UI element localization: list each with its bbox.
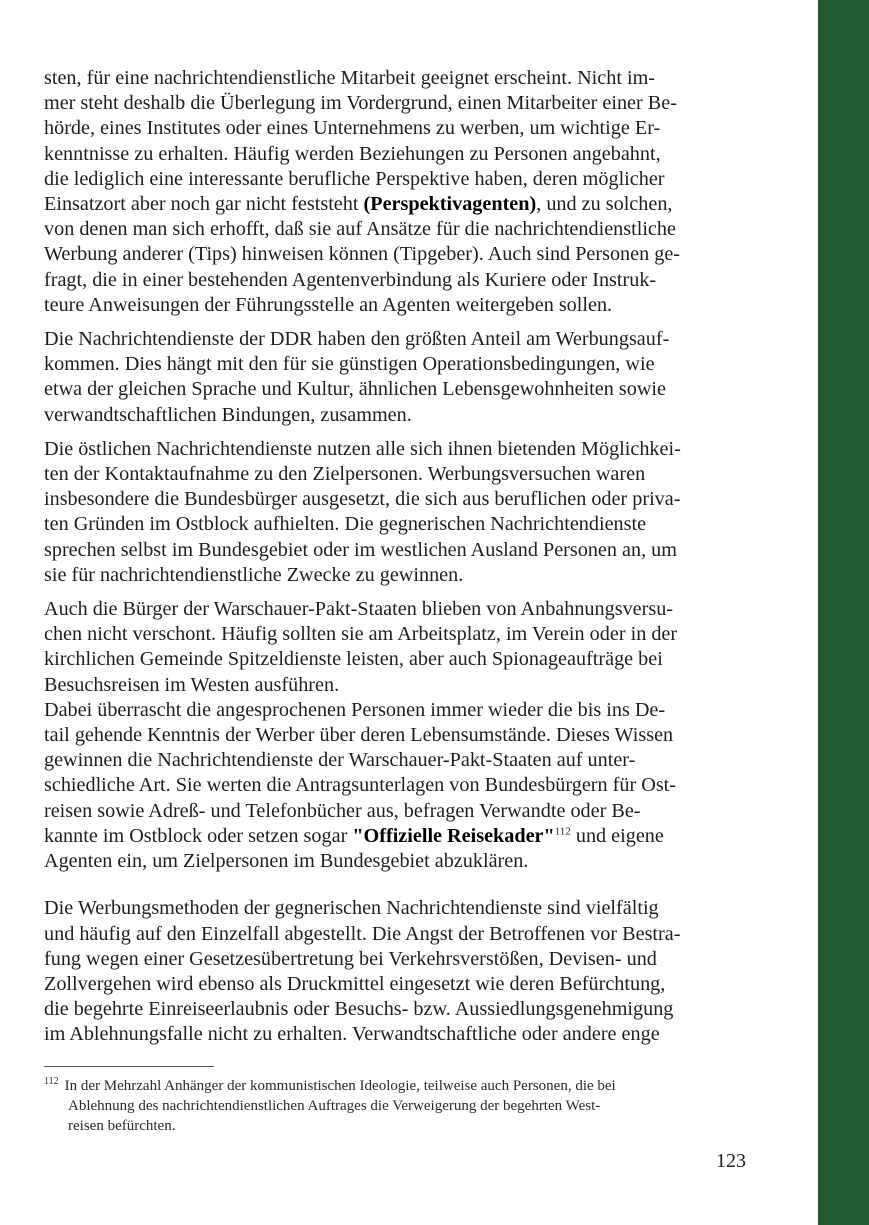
paragraph-4: Auch die Bürger der Warschauer-Pakt-Staaten blieben von Anbahnungsversu- chen nicht verschont. Häufig sollten sie am Arbeitsplatz, im Verein oder in der kirchlichen Gemeinde Spitzeldienste leisten, aber auch Spionageaufträge bei Besuchsreisen im Westen ausführen.	[44, 598, 678, 696]
footnote-number: 112	[44, 1076, 59, 1087]
term-offizielle-reisekader: "Offizielle Reisekader"	[352, 824, 555, 847]
paragraph-5: Dabei überrascht die angesprochenen Personen immer wieder die bis ins De- tail gehende Kenntnis der Werber über deren Lebensumstände. Dieses Wissen gewinnen die Nachrichtendienste der Warschauer-Pakt-Staaten auf unter- schiedliche Art. Sie werten die Antragsunterlagen von Bundesbürgern für Ost- reisen sowie Adreß- und Telefonbücher aus, befragen Verwandte oder Be- kannte im Ostblock oder setzen sogar "Offizielle Reisekader"$^{112}$ und eigene Agenten ein, um Zielpersonen im Bundesgebiet abzuklären.	[44, 698, 677, 873]
paragraph-6: Die Werbungsmethoden der gegnerischen Nachrichtendienste sind vielfältig und häufig auf den Einzelfall abgestellt. Die Angst der Betroffenen vor Bestra- fung wegen einer Gesetzesübertretung bei Verkehrsverstößen, Devisen- und Zollvergehen wird ebenso als Druckmittel eingesetzt wie deren Befürchtung, die begehrte Einreiseerlaubnis oder Besuchs- bzw. Aussiedlungsgenehmigung im Ablehnungsfalle nicht zu erhalten. Verwandtschaftliche oder andere enge	[44, 897, 681, 1046]
page-body	[44, 66, 744, 1048]
page-number: 123	[716, 1150, 746, 1172]
footnote-divider	[44, 1066, 214, 1067]
paragraph-2: Die Nachrichtendienste der DDR haben den größten Anteil am Werbungsauf- kommen. Dies hängt mit den für sie günstigen Operationsbedingungen, wie etwa der gleichen Sprache und Kultur, ähnlichen Lebensgewohnheiten sowie verwandtschaftlichen Bindungen, zusammen.	[44, 328, 670, 426]
footnote-reference: 112	[554, 825, 571, 838]
page-edge-green-bar	[818, 0, 869, 1225]
paragraph-1: sten, für eine nachrichtendienstliche Mitarbeit geeignet erscheint. Nicht im- mer steht deshalb die Überlegung im Vordergrund, einen Mitarbeiter einer Be- hörde, eines Institutes oder eines Unternehmens zu werben, um wichtige Er- kenntnisse zu erhalten. Häufig werden Beziehungen zu Personen angebahnt, die lediglich eine interessante berufliche Perspektive haben, deren möglicher Einsatzort aber noch gar nicht feststeht (Perspektivagenten), und zu solchen, von denen man sich erhofft, daß sie auf Ansätze für die nachrichtendienstliche Werbung anderer (Tips) hinweisen können (Tipgeber). Auch sind Personen ge- fragt, die in einer bestehenden Agentenverbindung als Kuriere oder Instruk- teure Anweisungen der Führungsstelle an Agenten weitergeben sollen.	[44, 67, 681, 316]
footnote: $^{112}$ In der Mehrzahl Anhänger der kommunistischen Ideologie, teilweise auch Personen, die bei Ablehnung des nachrichtendienstlichen Auftrages die Verweigerung der begehrten West- reisen befürchten.	[44, 1076, 616, 1134]
paragraph-3: Die östlichen Nachrichtendienste nutzen alle sich ihnen bietenden Möglichkei- ten der Kontaktaufnahme zu den Zielpersonen. Werbungsversuchen waren insbesondere die Bundesbürger ausgesetzt, die sich aus beruflichen oder priva- ten Gründen im Ostblock aufhielten. Die gegnerischen Nachrichtendienste sprechen selbst im Bundesgebiet oder im westlichen Ausland Personen an, um sie für nachrichtendienstliche Zwecke zu gewinnen.	[44, 437, 681, 586]
term-perspektivagenten: (Perspektivagenten)	[363, 193, 537, 216]
